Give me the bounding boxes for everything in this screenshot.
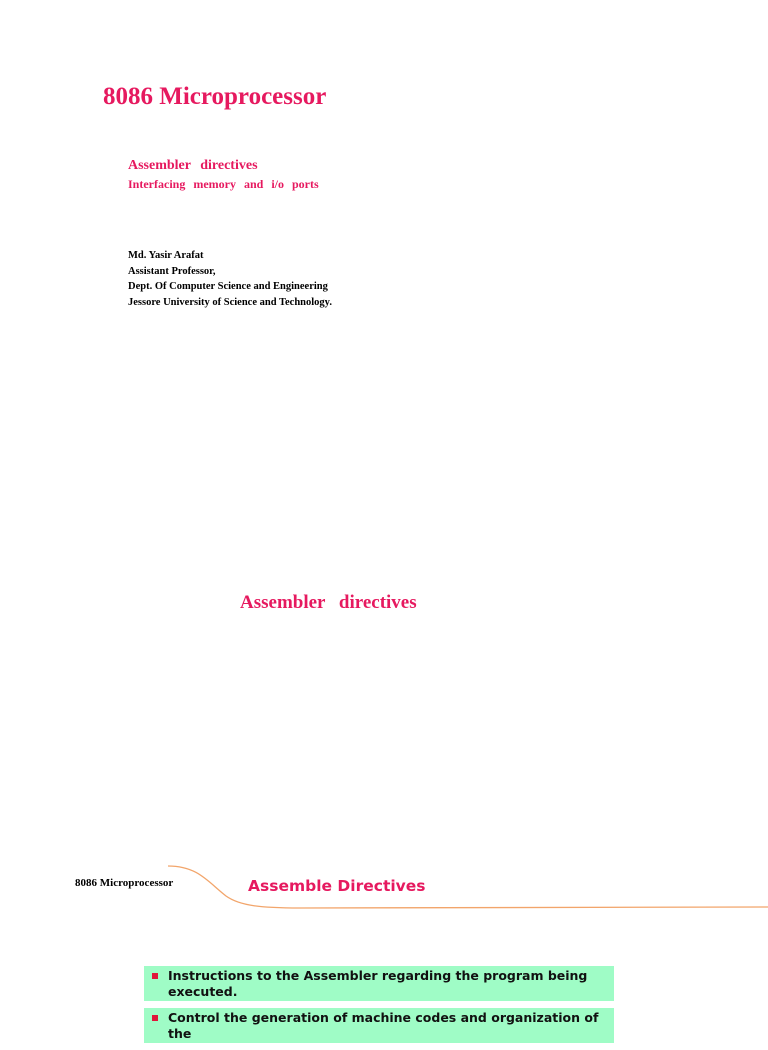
- section-title: Assembler directives: [240, 592, 417, 613]
- square-bullet-icon: [152, 1015, 158, 1021]
- author-university: Jessore University of Science and Technology.: [128, 296, 332, 308]
- subtitle-topic-2: Interfacing memory and i/o ports: [128, 177, 319, 191]
- author-block: [128, 248, 332, 310]
- subtitle-topic-1: Assembler directives: [128, 158, 258, 173]
- list-item-text: Control the generation of machine codes and organization of the: [168, 1010, 599, 1041]
- bullet-list: [144, 966, 614, 1050]
- page-title: 8086 Microprocessor: [103, 83, 327, 110]
- author-name: Md. Yasir Arafat: [128, 250, 204, 261]
- list-item: [144, 1008, 614, 1043]
- author-position: Assistant Professor,: [128, 265, 216, 277]
- slide-header-label: 8086 Microprocessor: [75, 877, 174, 889]
- slide-title: Assemble Directives: [248, 877, 426, 895]
- author-department: Dept. Of Computer Science and Engineering: [128, 281, 328, 292]
- square-bullet-icon: [152, 973, 158, 979]
- list-item: [144, 966, 614, 1001]
- list-item-text: Instructions to the Assembler regarding the program being executed.: [168, 968, 588, 999]
